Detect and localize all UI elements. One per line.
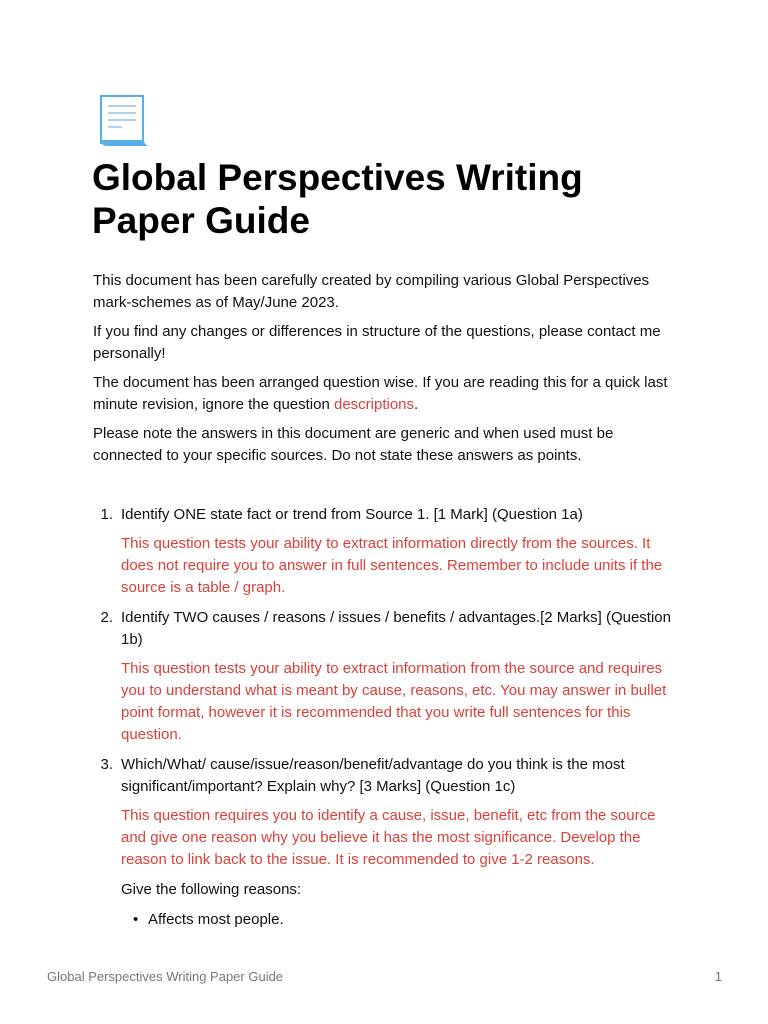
questions-list — [93, 504, 683, 931]
question-number: 2. — [100, 609, 113, 626]
question-description: This question tests your ability to extract information directly from the sources. It does not require you to answer in full sentences. Remember to include units if the source is a table / graph. — [121, 535, 663, 596]
question-description: This question tests your ability to extract information from the source and requires you to understand what is meant by cause, reasons, etc. You may answer in bullet point format, however it is recommended that you write full sentences for this question. — [121, 660, 667, 743]
question-followup: Give the following reasons: — [121, 881, 302, 898]
question-item — [93, 607, 683, 746]
intro-paragraph: Please note the answers in this document are generic and when used must be connected to your specific sources. Do not state these answers as points. — [93, 425, 614, 464]
reason-text: Affects most people. — [148, 911, 284, 928]
bullet-icon: • — [133, 911, 139, 928]
reason-item — [121, 909, 683, 931]
question-number: 1. — [100, 506, 113, 523]
question-item — [93, 504, 683, 599]
intro-text: . — [414, 396, 419, 413]
reasons-list — [121, 909, 683, 931]
question-text: Identify TWO causes / reasons / issues / benefits / advantages.[2 Marks] (Question 1b) — [121, 609, 671, 648]
question-text: Which/What/ cause/issue/reason/benefit/advantage do you think is the most significant/important? Explain why? [3 Marks] (Question 1c) — [121, 756, 625, 795]
question-item — [93, 754, 683, 931]
footer-title: Global Perspectives Writing Paper Guide — [47, 969, 284, 984]
page-number: 1 — [714, 969, 722, 984]
question-number: 3. — [100, 756, 113, 773]
intro-paragraph — [93, 372, 683, 416]
question-text: Identify ONE state fact or trend from Source 1. [1 Mark] (Question 1a) — [121, 506, 583, 523]
page-title: Global Perspectives Writing Paper Guide — [92, 157, 583, 241]
descriptions-highlight: descriptions — [333, 396, 415, 413]
intro-section — [93, 270, 683, 474]
intro-text: The document has been arranged question wise. If you are reading this for a quick last minute revision, ignore the question — [93, 374, 668, 413]
question-description: This question requires you to identify a cause, issue, benefit, etc from the source and give one reason why you believe it has the most significance. Develop the reason to link back to the issue. It is recommended to give 1-2 reasons. — [121, 807, 656, 868]
intro-paragraph: If you find any changes or differences in structure of the questions, please contact me personally! — [93, 323, 661, 362]
intro-paragraph: This document has been carefully created by compiling various Global Perspectives mark-schemes as of May/June 2023. — [93, 272, 650, 311]
document-page-icon — [98, 94, 150, 148]
